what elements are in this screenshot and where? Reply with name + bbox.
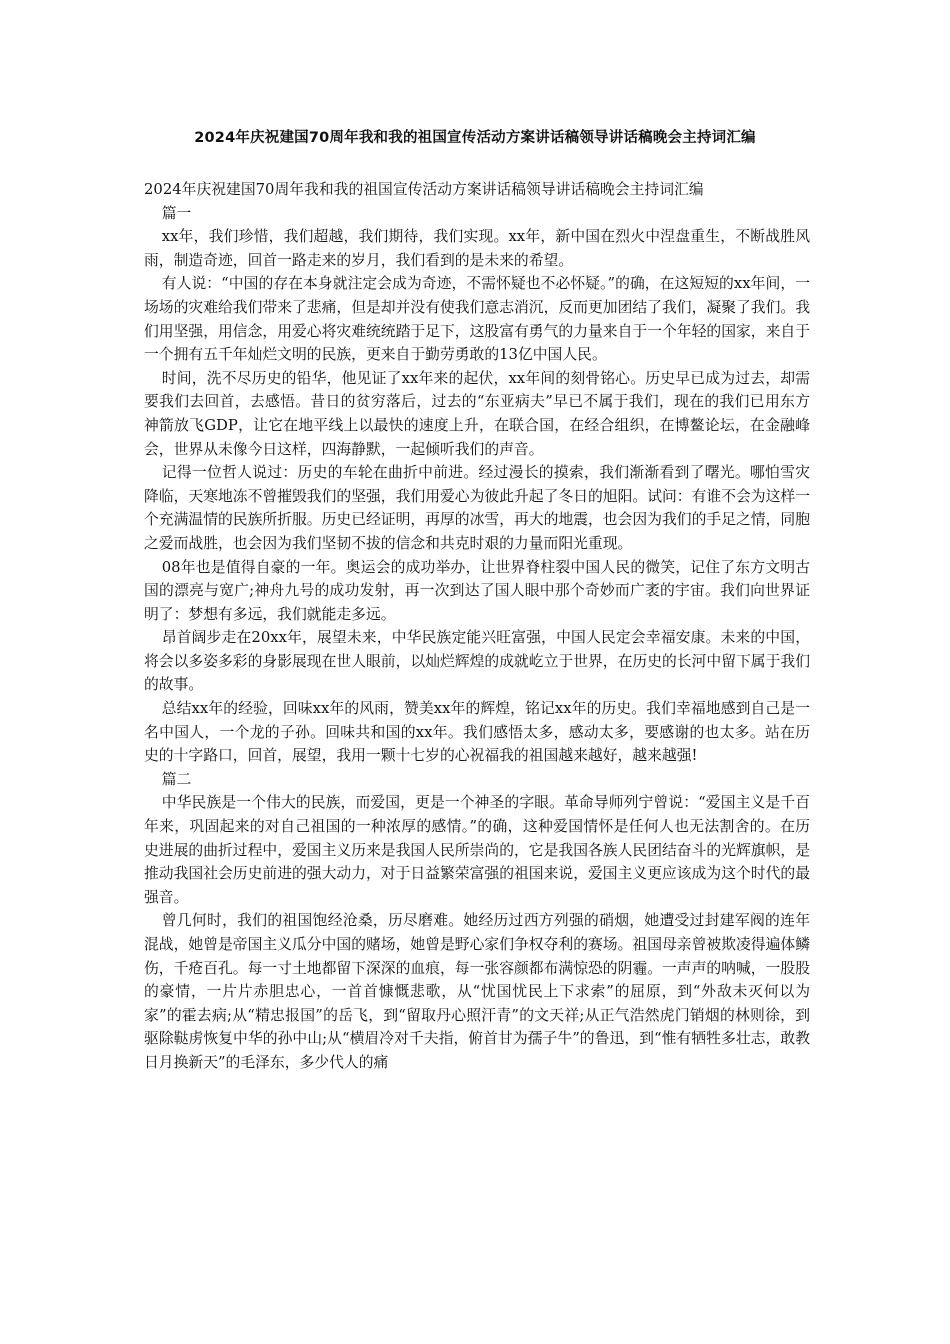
paragraph: 时间，洗不尽历史的铅华，他见证了xx年来的起伏，xx年间的刻骨铭心。历史早已成为过去，却需要我们去回首，去感悟。昔日的贫穷落后，过去的“东亚病夫”早已不属于我们，现在的我们已用东方神箭放飞GDP，让它在地平线上以最快的速度上升，在联合国，在经合组织，在博鳌论坛，在金融峰会，世界从未像今日这样，四海静默，一起倾听我们的声音。 bbox=[144, 369, 810, 458]
paragraph: 08年也是值得自豪的一年。奥运会的成功举办，让世界脊柱裂中国人民的微笑，记住了东方文明古国的漂亮与宽广;神舟九号的成功发射，再一次到达了国人眼中那个奇妙而广袤的宇宙。我们向世界证明了：梦想有多远，我们就能走多远。 bbox=[144, 558, 810, 623]
document-body bbox=[144, 178, 810, 1075]
document-title: 2024年庆祝建国70周年我和我的祖国宣传活动方案讲话稿领导讲话稿晚会主持词汇编 bbox=[194, 130, 756, 146]
paragraph: 昂首阔步走在20xx年，展望未来，中华民族定能兴旺富强，中国人民定会幸福安康。未来的中国，将会以多姿多彩的身影展现在世人眼前，以灿烂辉煌的成就屹立于世界，在历史的长河中留下属于我们的故事。 bbox=[144, 629, 810, 694]
paragraph: 曾几何时，我们的祖国饱经沧桑，历尽磨难。她经历过西方列强的硝烟，她遭受过封建军阀的连年混战，她曾是帝国主义瓜分中国的赌场，她曾是野心家们争权夺利的赛场。祖国母亲曾被欺凌得遍体鳞伤，千疮百孔。每一寸土地都留下深深的血痕，每一张容颜都布满惊恐的阴霾。一声声的呐喊，一股股的豪情，一片片赤胆忠心，一首首慷慨悲歌，从“忧国忧民上下求索”的屈原，到“外敌未灭何以为家”的霍去病;从“精忠报国”的岳飞，到“留取丹心照汗青”的文天祥;从正气浩然虎门销烟的林则徐，到驱除鞑虏恢复中华的孙中山;从“横眉冷对千夫指，俯首甘为孺子牛”的鲁迅，到“惟有牺牲多壮志，敢教日月换新天”的毛泽东，多少代人的痛 bbox=[144, 912, 810, 1071]
paragraph: 记得一位哲人说过：历史的车轮在曲折中前进。经过漫长的摸索，我们渐渐看到了曙光。哪怕雪灾降临，天寒地冻不曾摧毁我们的坚强，我们用爱心为彼此升起了冬日的旭阳。试问：有谁不会为这样一个充满温情的民族所折服。历史已经证明，再厚的冰雪，再大的地震，也会因为我们的手足之情，同胞之爱而战胜，也会因为我们坚韧不拔的信念和共克时艰的力量而阳光重现。 bbox=[144, 464, 810, 552]
section-one-label: 篇一 bbox=[161, 204, 192, 222]
paragraph: xx年，我们珍惜，我们超越，我们期待，我们实现。xx年，新中国在烈火中涅盘重生，不断战胜风雨，制造奇迹，回首一路走来的岁月，我们看到的是未来的希望。 bbox=[144, 228, 810, 269]
paragraph: 总结xx年的经验，回味xx年的风雨，赞美xx年的辉煌，铭记xx年的历史。我们幸福地感到自己是一名中国人，一个龙的子孙。回味共和国的xx年。我们感悟太多，感动太多，要感谢的也太多。站在历史的十字路口，回首，展望，我用一颗十七岁的心祝福我的祖国越来越好，越来越强! bbox=[144, 700, 810, 765]
paragraph: 中华民族是一个伟大的民族，而爱国，更是一个神圣的字眼。革命导师列宁曾说：“爱国主义是千百年来，巩固起来的对自己祖国的一种浓厚的感情。”的确，这种爱国情怀是任何人也无法割舍的。在历史进展的曲折过程中，爱国主义历来是我国人民所崇尚的，它是我国各族人民团结奋斗的光辉旗帜，是推动我国社会历史前进的强大动力，对于日益繁荣富强的祖国来说，爱国主义更应该成为这个时代的最强音。 bbox=[144, 794, 810, 906]
section-two-label: 篇二 bbox=[161, 770, 192, 788]
document-subtitle: 2024年庆祝建国70周年我和我的祖国宣传活动方案讲话稿领导讲话稿晚会主持词汇编 bbox=[144, 181, 704, 198]
paragraph: 有人说：“中国的存在本身就注定会成为奇迹，不需怀疑也不必怀疑。”的确，在这短短的xx年间，一场场的灾难给我们带来了悲痛，但是却并没有使我们意志消沉，反而更加团结了我们，凝聚了我们。我们用坚强，用信念，用爱心将灾难统统踏于足下，这股富有勇气的力量来自于一个年轻的国家，来自于一个拥有五千年灿烂文明的民族，更来自于勤劳勇敢的13亿中国人民。 bbox=[144, 275, 810, 364]
